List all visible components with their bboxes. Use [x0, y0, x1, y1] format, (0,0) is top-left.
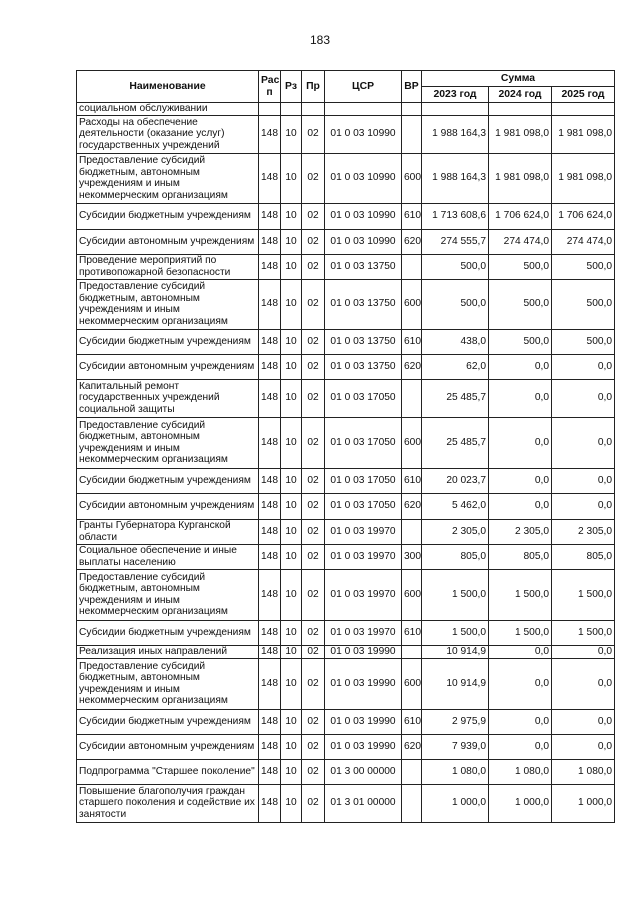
cell-y2024: 0,0 [489, 379, 552, 417]
cell-y2025: 500,0 [552, 279, 615, 329]
cell-ras: 148 [259, 569, 281, 620]
cell-csr: 01 0 03 19970 [325, 519, 402, 544]
cell-name: Предоставление субсидий бюджетным, автономным учреждениям и иным некоммерческим организациям [77, 279, 259, 329]
cell-vr: 600 [402, 153, 422, 203]
cell-ras: 148 [259, 115, 281, 153]
table-row [77, 229, 615, 254]
cell-y2023: 10 914,9 [422, 645, 489, 658]
cell-name: Предоставление субсидий бюджетным, автономным учреждениям и иным некоммерческим организациям [77, 417, 259, 468]
cell-pr: 02 [302, 759, 325, 784]
cell-y2025: 805,0 [552, 544, 615, 569]
cell-ras: 148 [259, 709, 281, 734]
cell-pr: 02 [302, 620, 325, 645]
header-vr: ВР [402, 71, 422, 103]
cell-y2023: 5 462,0 [422, 493, 489, 519]
cell-rz: 10 [281, 709, 302, 734]
cell-rz: 10 [281, 468, 302, 493]
cell-csr: 01 0 03 13750 [325, 354, 402, 379]
cell-pr: 02 [302, 417, 325, 468]
cell-y2025: 0,0 [552, 417, 615, 468]
header-2025: 2025 год [552, 87, 615, 103]
cell-pr: 02 [302, 354, 325, 379]
table-row [77, 519, 615, 544]
cell-y2023: 1 988 164,3 [422, 153, 489, 203]
cell-rz: 10 [281, 279, 302, 329]
cell-y2023: 10 914,9 [422, 658, 489, 709]
table-row [77, 153, 615, 203]
table-row [77, 468, 615, 493]
cell-csr: 01 0 03 19990 [325, 734, 402, 759]
cell-pr: 02 [302, 203, 325, 229]
cell-rz [281, 103, 302, 116]
cell-ras: 148 [259, 153, 281, 203]
cell-y2024: 1 080,0 [489, 759, 552, 784]
cell-y2023: 1 988 164,3 [422, 115, 489, 153]
cell-y2023: 1 713 608,6 [422, 203, 489, 229]
cell-ras [259, 103, 281, 116]
cell-y2025: 500,0 [552, 254, 615, 279]
cell-y2025: 1 981 098,0 [552, 153, 615, 203]
cell-name: Субсидии бюджетным учреждениям [77, 709, 259, 734]
cell-pr: 02 [302, 493, 325, 519]
cell-y2024: 500,0 [489, 254, 552, 279]
cell-y2024: 0,0 [489, 417, 552, 468]
cell-csr: 01 0 03 10990 [325, 229, 402, 254]
cell-pr: 02 [302, 784, 325, 822]
table-row [77, 658, 615, 709]
table-row [77, 620, 615, 645]
table-row [77, 254, 615, 279]
budget-table [76, 70, 615, 823]
cell-y2024: 0,0 [489, 645, 552, 658]
cell-pr: 02 [302, 153, 325, 203]
header-pr: Пр [302, 71, 325, 103]
cell-name: Подпрограмма "Старшее поколение" [77, 759, 259, 784]
cell-y2024: 0,0 [489, 709, 552, 734]
cell-pr: 02 [302, 569, 325, 620]
cell-rz: 10 [281, 493, 302, 519]
cell-ras: 148 [259, 519, 281, 544]
cell-y2025: 0,0 [552, 379, 615, 417]
cell-y2024: 1 500,0 [489, 620, 552, 645]
table-row [77, 103, 615, 116]
cell-vr: 600 [402, 417, 422, 468]
cell-csr: 01 0 03 10990 [325, 115, 402, 153]
cell-vr: 610 [402, 329, 422, 354]
cell-ras: 148 [259, 468, 281, 493]
cell-y2025: 1 000,0 [552, 784, 615, 822]
cell-y2024: 2 305,0 [489, 519, 552, 544]
cell-y2023: 500,0 [422, 279, 489, 329]
cell-ras: 148 [259, 734, 281, 759]
cell-csr: 01 0 03 19970 [325, 620, 402, 645]
cell-pr: 02 [302, 229, 325, 254]
cell-rz: 10 [281, 519, 302, 544]
cell-rz: 10 [281, 569, 302, 620]
cell-y2023: 25 485,7 [422, 417, 489, 468]
header-2023: 2023 год [422, 87, 489, 103]
cell-y2024: 0,0 [489, 493, 552, 519]
header-ras-line1: Рас [261, 75, 280, 86]
cell-pr: 02 [302, 519, 325, 544]
cell-y2023: 500,0 [422, 254, 489, 279]
cell-name: Гранты Губернатора Курганской области [77, 519, 259, 544]
cell-csr: 01 0 03 10990 [325, 203, 402, 229]
table-row [77, 569, 615, 620]
cell-rz: 10 [281, 734, 302, 759]
cell-csr: 01 0 03 17050 [325, 379, 402, 417]
cell-pr: 02 [302, 658, 325, 709]
cell-rz: 10 [281, 658, 302, 709]
cell-pr: 02 [302, 734, 325, 759]
cell-y2023: 1 000,0 [422, 784, 489, 822]
cell-vr: 620 [402, 734, 422, 759]
cell-vr [402, 115, 422, 153]
cell-csr: 01 0 03 19990 [325, 709, 402, 734]
cell-y2025: 2 305,0 [552, 519, 615, 544]
cell-name: Субсидии автономным учреждениям [77, 354, 259, 379]
cell-rz: 10 [281, 544, 302, 569]
cell-vr: 610 [402, 203, 422, 229]
cell-ras: 148 [259, 620, 281, 645]
cell-ras: 148 [259, 354, 281, 379]
cell-csr: 01 0 03 17050 [325, 468, 402, 493]
table-row [77, 544, 615, 569]
cell-ras: 148 [259, 544, 281, 569]
cell-y2025: 500,0 [552, 329, 615, 354]
table-row [77, 734, 615, 759]
cell-csr: 01 0 03 19970 [325, 544, 402, 569]
cell-csr: 01 0 03 13750 [325, 254, 402, 279]
cell-rz: 10 [281, 645, 302, 658]
table-row [77, 709, 615, 734]
cell-vr: 300 [402, 544, 422, 569]
cell-y2024 [489, 103, 552, 116]
cell-y2023: 25 485,7 [422, 379, 489, 417]
cell-rz: 10 [281, 115, 302, 153]
cell-y2025: 0,0 [552, 468, 615, 493]
cell-name: Предоставление субсидий бюджетным, автономным учреждениям и иным некоммерческим организациям [77, 153, 259, 203]
cell-rz: 10 [281, 759, 302, 784]
cell-vr: 600 [402, 279, 422, 329]
cell-ras: 148 [259, 329, 281, 354]
cell-y2023: 20 023,7 [422, 468, 489, 493]
cell-vr: 620 [402, 493, 422, 519]
cell-csr: 01 0 03 17050 [325, 417, 402, 468]
header-csr: ЦСР [325, 71, 402, 103]
cell-rz: 10 [281, 417, 302, 468]
header-rz: Рз [281, 71, 302, 103]
cell-ras: 148 [259, 784, 281, 822]
cell-rz: 10 [281, 354, 302, 379]
cell-y2024: 1 500,0 [489, 569, 552, 620]
cell-pr: 02 [302, 645, 325, 658]
cell-ras: 148 [259, 493, 281, 519]
cell-y2025: 1 500,0 [552, 620, 615, 645]
cell-ras: 148 [259, 279, 281, 329]
cell-vr [402, 103, 422, 116]
cell-vr [402, 254, 422, 279]
table-row [77, 354, 615, 379]
cell-csr: 01 3 00 00000 [325, 759, 402, 784]
cell-vr: 620 [402, 229, 422, 254]
cell-y2025 [552, 103, 615, 116]
cell-y2024: 0,0 [489, 354, 552, 379]
cell-name: Субсидии автономным учреждениям [77, 229, 259, 254]
table-row [77, 645, 615, 658]
cell-y2024: 1 981 098,0 [489, 115, 552, 153]
table-body [77, 103, 615, 823]
cell-name: Предоставление субсидий бюджетным, автономным учреждениям и иным некоммерческим организациям [77, 569, 259, 620]
cell-csr: 01 0 03 19970 [325, 569, 402, 620]
cell-y2023: 438,0 [422, 329, 489, 354]
cell-name: Капитальный ремонт государственных учреждений социальной защиты [77, 379, 259, 417]
header-name: Наименование [77, 71, 259, 103]
cell-y2024: 1 706 624,0 [489, 203, 552, 229]
cell-ras: 148 [259, 645, 281, 658]
table-row [77, 493, 615, 519]
cell-pr: 02 [302, 544, 325, 569]
table-row [77, 279, 615, 329]
cell-pr: 02 [302, 379, 325, 417]
cell-name: Реализация иных направлений [77, 645, 259, 658]
cell-vr [402, 379, 422, 417]
cell-ras: 148 [259, 203, 281, 229]
cell-y2024: 1 981 098,0 [489, 153, 552, 203]
header-ras-line2: п [266, 86, 273, 98]
cell-rz: 10 [281, 229, 302, 254]
cell-vr: 620 [402, 354, 422, 379]
cell-y2025: 1 706 624,0 [552, 203, 615, 229]
cell-name: Субсидии бюджетным учреждениям [77, 468, 259, 493]
table-row [77, 379, 615, 417]
cell-y2024: 500,0 [489, 329, 552, 354]
cell-ras: 148 [259, 254, 281, 279]
table-row [77, 115, 615, 153]
cell-y2024: 500,0 [489, 279, 552, 329]
cell-name: Субсидии бюджетным учреждениям [77, 329, 259, 354]
cell-vr [402, 759, 422, 784]
cell-vr [402, 645, 422, 658]
cell-y2025: 0,0 [552, 658, 615, 709]
cell-y2025: 0,0 [552, 493, 615, 519]
cell-name: Проведение мероприятий по противопожарной безопасности [77, 254, 259, 279]
table-row [77, 759, 615, 784]
cell-y2023: 2 975,9 [422, 709, 489, 734]
cell-y2023: 62,0 [422, 354, 489, 379]
cell-pr: 02 [302, 329, 325, 354]
cell-name: социальном обслуживании [77, 103, 259, 116]
cell-name: Социальное обеспечение и иные выплаты населению [77, 544, 259, 569]
cell-name: Расходы на обеспечение деятельности (оказание услуг) государственных учреждений [77, 115, 259, 153]
header-row [77, 71, 615, 87]
cell-name: Субсидии бюджетным учреждениям [77, 203, 259, 229]
header-ras [259, 71, 281, 103]
cell-vr [402, 519, 422, 544]
cell-y2023: 274 555,7 [422, 229, 489, 254]
cell-ras: 148 [259, 658, 281, 709]
table-row [77, 417, 615, 468]
cell-rz: 10 [281, 379, 302, 417]
cell-y2024: 805,0 [489, 544, 552, 569]
cell-y2023: 805,0 [422, 544, 489, 569]
cell-y2025: 1 981 098,0 [552, 115, 615, 153]
cell-y2023: 1 500,0 [422, 569, 489, 620]
cell-csr: 01 0 03 10990 [325, 153, 402, 203]
cell-csr: 01 0 03 19990 [325, 658, 402, 709]
cell-pr: 02 [302, 468, 325, 493]
cell-csr [325, 103, 402, 116]
cell-vr: 600 [402, 569, 422, 620]
cell-csr: 01 0 03 13750 [325, 329, 402, 354]
cell-ras: 148 [259, 759, 281, 784]
cell-rz: 10 [281, 203, 302, 229]
cell-vr: 610 [402, 468, 422, 493]
cell-vr: 610 [402, 620, 422, 645]
cell-y2024: 274 474,0 [489, 229, 552, 254]
cell-y2023 [422, 103, 489, 116]
cell-name: Субсидии автономным учреждениям [77, 493, 259, 519]
cell-vr: 610 [402, 709, 422, 734]
cell-rz: 10 [281, 784, 302, 822]
page-number: 183 [309, 33, 331, 47]
cell-name: Субсидии бюджетным учреждениям [77, 620, 259, 645]
cell-y2025: 274 474,0 [552, 229, 615, 254]
cell-name: Предоставление субсидий бюджетным, автономным учреждениям и иным некоммерческим организациям [77, 658, 259, 709]
cell-y2025: 0,0 [552, 709, 615, 734]
cell-y2023: 7 939,0 [422, 734, 489, 759]
cell-y2023: 1 080,0 [422, 759, 489, 784]
cell-pr: 02 [302, 254, 325, 279]
cell-y2025: 0,0 [552, 354, 615, 379]
cell-csr: 01 0 03 17050 [325, 493, 402, 519]
cell-y2025: 0,0 [552, 645, 615, 658]
cell-pr: 02 [302, 279, 325, 329]
cell-csr: 01 0 03 19990 [325, 645, 402, 658]
cell-vr: 600 [402, 658, 422, 709]
cell-ras: 148 [259, 417, 281, 468]
cell-y2025: 1 080,0 [552, 759, 615, 784]
cell-y2024: 0,0 [489, 658, 552, 709]
cell-rz: 10 [281, 254, 302, 279]
cell-rz: 10 [281, 329, 302, 354]
cell-ras: 148 [259, 229, 281, 254]
cell-name: Субсидии автономным учреждениям [77, 734, 259, 759]
cell-y2023: 1 500,0 [422, 620, 489, 645]
cell-pr: 02 [302, 115, 325, 153]
cell-vr [402, 784, 422, 822]
cell-y2024: 0,0 [489, 734, 552, 759]
table-row [77, 203, 615, 229]
cell-y2024: 1 000,0 [489, 784, 552, 822]
cell-rz: 10 [281, 620, 302, 645]
cell-name: Повышение благополучия граждан старшего поколения и содействие их занятости [77, 784, 259, 822]
cell-pr: 02 [302, 709, 325, 734]
header-sum: Сумма [422, 71, 615, 87]
cell-y2023: 2 305,0 [422, 519, 489, 544]
header-2024: 2024 год [489, 87, 552, 103]
cell-pr [302, 103, 325, 116]
cell-y2024: 0,0 [489, 468, 552, 493]
table-row [77, 329, 615, 354]
cell-y2025: 0,0 [552, 734, 615, 759]
cell-y2025: 1 500,0 [552, 569, 615, 620]
cell-csr: 01 3 01 00000 [325, 784, 402, 822]
cell-ras: 148 [259, 379, 281, 417]
cell-csr: 01 0 03 13750 [325, 279, 402, 329]
table-row [77, 784, 615, 822]
cell-rz: 10 [281, 153, 302, 203]
